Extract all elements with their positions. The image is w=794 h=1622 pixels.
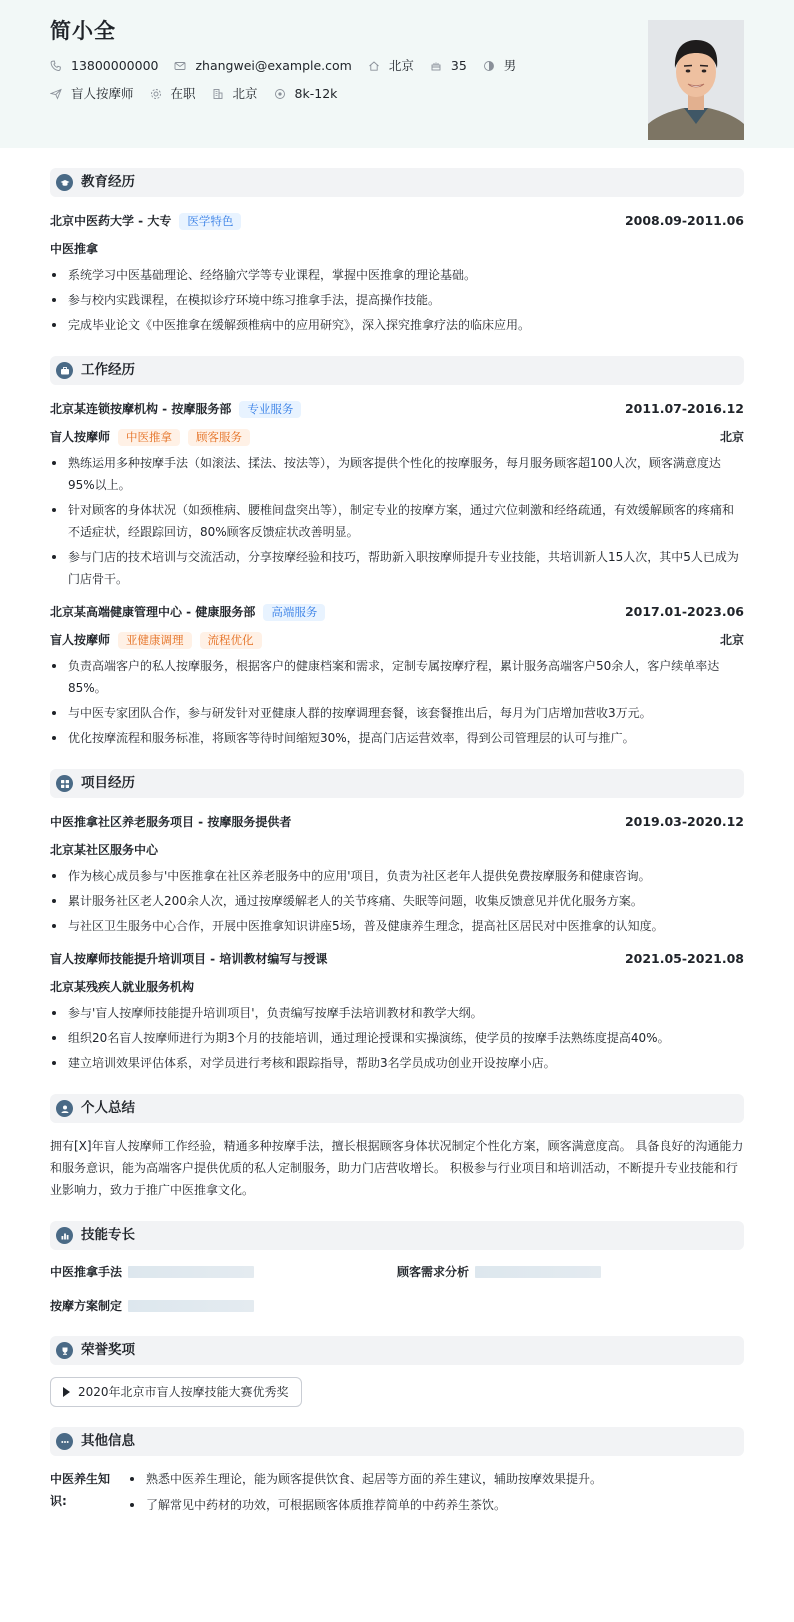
role-tag: 中医推拿 <box>118 429 180 446</box>
company-tag: 专业服务 <box>239 401 301 418</box>
salary-info: 8k-12k <box>274 85 338 104</box>
role: 盲人按摩师 <box>50 430 111 444</box>
contact-row <box>50 56 744 76</box>
work-entry <box>50 399 744 590</box>
other-info <box>50 1468 744 1520</box>
company-tag: 高端服务 <box>263 604 325 621</box>
mail-icon <box>174 60 186 72</box>
company-name: 北京某高端健康管理中心 - 健康服务部 <box>50 605 256 619</box>
work-location: 北京 <box>719 430 744 444</box>
list-item: 负责高端客户的私人按摩服务，根据客户的健康档案和需求，定制专属按摩疗程，累计服务高端客户50余人，客户续单率达85%。 <box>50 655 744 699</box>
project-entry <box>50 812 744 937</box>
city-info: 北京 <box>368 57 414 76</box>
play-triangle-icon <box>63 1387 70 1397</box>
work-location: 北京 <box>719 633 744 647</box>
section-other: 其他信息 <box>50 1427 744 1456</box>
skills-grid <box>50 1262 744 1316</box>
list-item: 完成毕业论文《中医推拿在缓解颈椎病中的应用研究》，深入探究推拿疗法的临床应用。 <box>50 314 744 336</box>
project-name: 盲人按摩师技能提升培训项目 - 培训教材编写与授课 <box>50 952 328 966</box>
section-skills: 技能专长 <box>50 1221 744 1250</box>
project-name: 中医推拿社区养老服务项目 - 按摩服务提供者 <box>50 815 292 829</box>
role-tag: 流程优化 <box>200 632 262 649</box>
avatar-photo <box>648 20 744 140</box>
project-bullets <box>50 1002 744 1074</box>
gender-info: 男 <box>483 57 517 76</box>
position-info: 盲人按摩师 <box>50 85 134 104</box>
trophy-icon <box>56 1342 73 1359</box>
other-label: 中医养生知识: <box>50 1472 111 1508</box>
section-projects: 项目经历 <box>50 769 744 798</box>
status-info: 在职 <box>150 85 196 104</box>
user-icon <box>56 1100 73 1117</box>
list-item: 参与校内实践课程，在模拟诊疗环境中练习推拿手法，提高操作技能。 <box>50 289 744 311</box>
avatar <box>648 20 744 140</box>
summary-text: 拥有[X]年盲人按摩师工作经验，精通多种按摩手法，擅长根据顾客身体状况制定个性化方案，顾客满意度高。 具备良好的沟通能力和服务意识，能为高端客户提供优质的私人定制服务，助力门店营收增长。 积极参与行业项目和培训活动，不断提升专业技能和行业影响力，致力于推广中医推拿文化。 <box>50 1139 744 1197</box>
phone-icon <box>50 60 62 72</box>
work-date: 2017.01-2023.06 <box>624 603 744 619</box>
work-bullets <box>50 452 744 590</box>
list-item: 优化按摩流程和服务标准，将顾客等待时间缩短30%，提高门店运营效率，得到公司管理层的认可与推广。 <box>50 727 744 749</box>
school-name: 北京中医药大学 - 大专 <box>50 214 172 228</box>
section-summary: 个人总结 <box>50 1094 744 1123</box>
list-item: 与社区卫生服务中心合作，开展中医推拿知识讲座5场，普及健康养生理念，提高社区居民对中医推拿的认知度。 <box>50 915 744 937</box>
award-item[interactable]: 2020年北京市盲人按摩技能大赛优秀奖 <box>50 1377 302 1407</box>
role: 盲人按摩师 <box>50 633 111 647</box>
company-name: 北京某连锁按摩机构 - 按摩服务部 <box>50 402 232 416</box>
list-item: 参与'盲人按摩师技能提升培训项目'，负责编写按摩手法培训教材和教学大纲。 <box>50 1002 744 1024</box>
list-item: 建立培训效果评估体系，对学员进行考核和跟踪指导，帮助3名学员成功创业开设按摩小店。 <box>50 1052 744 1074</box>
list-item: 作为核心成员参与'中医推拿在社区养老服务中的应用'项目，负责为社区老年人提供免费按摩服务和健康咨询。 <box>50 865 744 887</box>
skill-item: 顾客需求分析 <box>397 1262 744 1282</box>
other-list <box>126 1468 602 1520</box>
major: 中医推拿 <box>50 242 99 256</box>
building-icon <box>212 88 224 100</box>
grid-icon <box>56 775 73 792</box>
work-bullets <box>50 655 744 749</box>
project-entry <box>50 949 744 1074</box>
list-item: 系统学习中医基础理论、经络腧穴学等专业课程，掌握中医推拿的理论基础。 <box>50 264 744 286</box>
status-icon <box>150 88 162 100</box>
work-city-info: 北京 <box>212 85 258 104</box>
section-work: 工作经历 <box>50 356 744 385</box>
skill-item: 中医推拿手法 <box>50 1262 397 1282</box>
role-tag: 顾客服务 <box>188 429 250 446</box>
resume-header <box>0 0 794 148</box>
more-icon <box>56 1433 73 1450</box>
work-entry <box>50 602 744 749</box>
age-info: 35 <box>430 57 467 76</box>
resume-body <box>0 168 794 1520</box>
school-tag: 医学特色 <box>179 213 241 230</box>
home-icon <box>368 60 380 72</box>
skill-item: 按摩方案制定 <box>50 1296 397 1316</box>
chart-icon <box>56 1227 73 1244</box>
age-icon <box>430 60 442 72</box>
list-item: 累计服务社区老人200余人次，通过按摩缓解老人的关节疼痛、失眠等问题，收集反馈意见并优化服务方案。 <box>50 890 744 912</box>
list-item: 熟练运用多种按摩手法（如滚法、揉法、按法等），为顾客提供个性化的按摩服务，每月服务顾客超100人次，顾客满意度达95%以上。 <box>50 452 744 496</box>
education-bullets <box>50 264 744 336</box>
list-item: 熟悉中医养生理论，能为顾客提供饮食、起居等方面的养生建议，辅助按摩效果提升。 <box>126 1468 602 1490</box>
email-info: zhangwei@example.com <box>174 57 351 76</box>
role-tag: 亚健康调理 <box>118 632 192 649</box>
candidate-name: 简小全 <box>50 19 116 43</box>
list-item: 针对顾客的身体状况（如颈椎病、腰椎间盘突出等），制定专业的按摩方案，通过穴位刺激和经络疏通，有效缓解顾客的疼痛和不适症状，经跟踪回访，80%顾客反馈症状改善明显。 <box>50 499 744 543</box>
education-date: 2008.09-2011.06 <box>624 212 744 228</box>
briefcase-icon <box>56 362 73 379</box>
skill-level-bar <box>128 1266 254 1278</box>
skill-level-bar <box>128 1300 254 1312</box>
phone-info: 13800000000 <box>50 57 158 76</box>
list-item: 与中医专家团队合作，参与研发针对亚健康人群的按摩调理套餐，该套餐推出后，每月为门店增加营收3万元。 <box>50 702 744 724</box>
salary-icon <box>274 88 286 100</box>
list-item: 组织20名盲人按摩师进行为期3个月的技能培训，通过理论授课和实操演练，使学员的按摩手法熟练度提高40%。 <box>50 1027 744 1049</box>
list-item: 了解常见中药材的功效，可根据顾客体质推荐简单的中药养生茶饮。 <box>126 1494 602 1516</box>
work-date: 2011.07-2016.12 <box>624 400 744 416</box>
project-org: 北京某残疾人就业服务机构 <box>50 980 195 994</box>
project-org: 北京某社区服务中心 <box>50 843 159 857</box>
project-date: 2019.03-2020.12 <box>624 813 744 829</box>
skill-level-bar <box>475 1266 601 1278</box>
section-education: 教育经历 <box>50 168 744 197</box>
send-icon <box>50 88 62 100</box>
job-row <box>50 84 744 104</box>
project-bullets <box>50 865 744 937</box>
gender-icon <box>483 60 495 72</box>
project-date: 2021.05-2021.08 <box>624 950 744 966</box>
section-awards: 荣誉奖项 <box>50 1336 744 1365</box>
graduation-cap-icon <box>56 174 73 191</box>
education-entry <box>50 211 744 336</box>
list-item: 参与门店的技术培训与交流活动，分享按摩经验和技巧，帮助新入职按摩师提升专业技能，共培训新人15人次，其中5人已成为门店骨干。 <box>50 546 744 590</box>
